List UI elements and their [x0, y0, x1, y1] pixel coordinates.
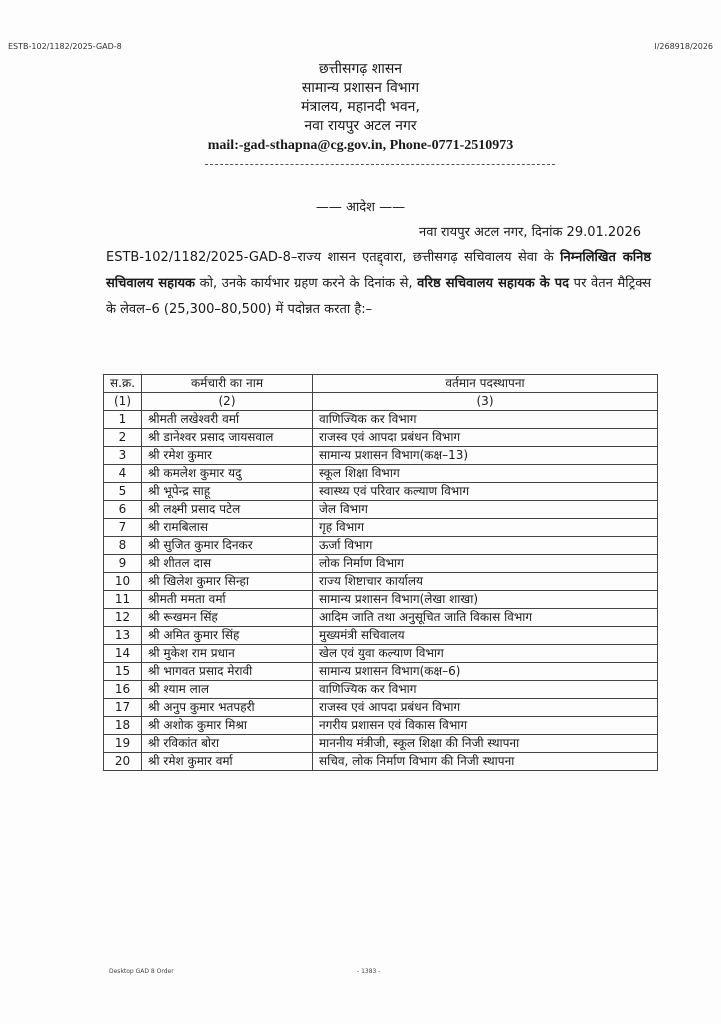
employee-name-cell: श्री रामबिलास: [142, 519, 313, 537]
table-colnum-row: [104, 393, 658, 411]
table-row: [104, 627, 658, 645]
employee-name-cell: श्री शीतल दास: [142, 555, 313, 573]
posting-cell: सामान्य प्रशासन विभाग(कक्ष–6): [313, 663, 658, 681]
employee-name-cell: श्री खिलेश कुमार सिन्हा: [142, 573, 313, 591]
page-number: - 1383 -: [357, 968, 381, 975]
posting-cell: स्वास्थ्य एवं परिवार कल्याण विभाग: [313, 483, 658, 501]
serial-cell: 6: [104, 501, 142, 519]
employee-name-cell: श्री अनुप कुमार भतपहरी: [142, 699, 313, 717]
city-name: नवा रायपुर अटल नगर: [304, 118, 417, 134]
posting-cell: नगरीय प्रशासन एवं विकास विभाग: [313, 717, 658, 735]
department-name: सामान्य प्रशासन विभाग: [301, 80, 420, 96]
posting-cell: लोक निर्माण विभाग: [313, 555, 658, 573]
order-title: —— आदेश ——: [315, 200, 406, 215]
table-row: [104, 735, 658, 753]
posting-cell: गृह विभाग: [313, 519, 658, 537]
employee-name-cell: श्री सुजित कुमार दिनकर: [142, 537, 313, 555]
table-row: [104, 573, 658, 591]
colnum-1: (1): [104, 393, 142, 411]
serial-cell: 16: [104, 681, 142, 699]
table-row: [104, 483, 658, 501]
posting-cell: खेल एवं युवा कल्याण विभाग: [313, 645, 658, 663]
serial-cell: 7: [104, 519, 142, 537]
employee-name-cell: श्री मुकेश राम प्रधान: [142, 645, 313, 663]
table-row: [104, 501, 658, 519]
govt-name: छत्तीसगढ़ शासन: [318, 61, 403, 77]
serial-cell: 11: [104, 591, 142, 609]
serial-cell: 8: [104, 537, 142, 555]
table-row: [104, 681, 658, 699]
employee-name-cell: श्री रविकांत बोरा: [142, 735, 313, 753]
serial-cell: 9: [104, 555, 142, 573]
posting-cell: जेल विभाग: [313, 501, 658, 519]
serial-cell: 19: [104, 735, 142, 753]
table-row: [104, 519, 658, 537]
employee-name-cell: श्री रमेश कुमार वर्मा: [142, 753, 313, 771]
employee-name-cell: श्री अमित कुमार सिंह: [142, 627, 313, 645]
serial-cell: 12: [104, 609, 142, 627]
paragraph-text: ESTB-102/1182/2025-GAD-8–राज्य शासन एतद्द्वारा, छत्तीसगढ़ सचिवालय सेवा के: [106, 250, 561, 265]
employee-name-cell: श्रीमती ममता वर्मा: [142, 591, 313, 609]
posting-cell: स्कूल शिक्षा विभाग: [313, 465, 658, 483]
employee-name-cell: श्री भागवत प्रसाद मेरावी: [142, 663, 313, 681]
serial-cell: 4: [104, 465, 142, 483]
posting-cell: वाणिज्यिक कर विभाग: [313, 681, 658, 699]
table-row: [104, 537, 658, 555]
posting-cell: ऊर्जा विभाग: [313, 537, 658, 555]
posting-cell: वाणिज्यिक कर विभाग: [313, 411, 658, 429]
employee-name-cell: श्रीमती लखेश्वरी वर्मा: [142, 411, 313, 429]
colnum-3: (3): [313, 393, 658, 411]
serial-cell: 2: [104, 429, 142, 447]
table-row: [104, 609, 658, 627]
posting-cell: राजस्व एवं आपदा प्रबंधन विभाग: [313, 699, 658, 717]
footer-file-label: Desktop GAD 8 Order: [109, 968, 174, 975]
letterhead: [0, 60, 721, 155]
employee-name-cell: श्री लक्ष्मी प्रसाद पटेल: [142, 501, 313, 519]
table-row: [104, 411, 658, 429]
serial-cell: 15: [104, 663, 142, 681]
posting-cell: मुख्यमंत्री सचिवालय: [313, 627, 658, 645]
table-row: [104, 753, 658, 771]
posting-cell: माननीय मंत्रीजी, स्कूल शिक्षा की निजी स्थापना: [313, 735, 658, 753]
header-name: कर्मचारी का नाम: [142, 375, 313, 393]
serial-cell: 5: [104, 483, 142, 501]
posting-cell: सामान्य प्रशासन विभाग(कक्ष–13): [313, 447, 658, 465]
table-row: [104, 717, 658, 735]
posting-cell: सचिव, लोक निर्माण विभाग की निजी स्थापना: [313, 753, 658, 771]
table-row: [104, 447, 658, 465]
posting-cell: राज्य शिष्टाचार कार्यालय: [313, 573, 658, 591]
table-row: [104, 645, 658, 663]
table-row: [104, 555, 658, 573]
paragraph-bold-text: निम्नलिखित कनिष्ठ सचिवालय सहायक: [106, 250, 651, 291]
order-dateline: नवा रायपुर अटल नगर, दिनांक 29.01.2026: [419, 225, 641, 240]
employee-name-cell: श्री रमेश कुमार: [142, 447, 313, 465]
serial-cell: 10: [104, 573, 142, 591]
posting-cell: सामान्य प्रशासन विभाग(लेखा शाखा): [313, 591, 658, 609]
table-row: [104, 429, 658, 447]
serial-cell: 3: [104, 447, 142, 465]
paragraph-text: पर वेतन मैट्रिक्स के लेवल–6 (25,300–80,500) में पदोन्नत करता है:–: [106, 276, 651, 317]
table-row: [104, 591, 658, 609]
serial-cell: 17: [104, 699, 142, 717]
employee-name-cell: श्री रूखमन सिंह: [142, 609, 313, 627]
paragraph-text: को, उनके कार्यभार ग्रहण करने के दिनांक से,: [194, 276, 418, 291]
employee-name-cell: श्री भूपेन्द्र साहू: [142, 483, 313, 501]
header-divider: [205, 164, 555, 165]
file-reference: ESTB-102/1182/2025-GAD-8: [8, 42, 122, 51]
header-posting: वर्तमान पदस्थापना: [313, 375, 658, 393]
serial-cell: 18: [104, 717, 142, 735]
office-address: मंत्रालय, महानदी भवन,: [301, 99, 420, 115]
table-row: [104, 663, 658, 681]
posting-cell: आदिम जाति तथा अनुसूचित जाति विकास विभाग: [313, 609, 658, 627]
table-header-row: [104, 375, 658, 393]
employee-name-cell: श्री अशोक कुमार मिश्रा: [142, 717, 313, 735]
serial-cell: 14: [104, 645, 142, 663]
table-row: [104, 699, 658, 717]
order-paragraph: [106, 245, 651, 323]
paragraph-bold-text: वरिष्ठ सचिवालय सहायक के पद: [417, 276, 570, 291]
employee-name-cell: श्री श्याम लाल: [142, 681, 313, 699]
serial-cell: 20: [104, 753, 142, 771]
document-number: I/268918/2026: [654, 42, 713, 51]
table-row: [104, 465, 658, 483]
employee-name-cell: श्री कमलेश कुमार यदु: [142, 465, 313, 483]
contact-line: mail:-gad-sthapna@cg.gov.in, Phone-0771-2510973: [207, 138, 514, 153]
serial-cell: 13: [104, 627, 142, 645]
promotion-table: [103, 374, 658, 771]
colnum-2: (2): [142, 393, 313, 411]
employee-name-cell: श्री डानेश्वर प्रसाद जायसवाल: [142, 429, 313, 447]
serial-cell: 1: [104, 411, 142, 429]
posting-cell: राजस्व एवं आपदा प्रबंधन विभाग: [313, 429, 658, 447]
header-serial: स.क्र.: [104, 375, 142, 393]
